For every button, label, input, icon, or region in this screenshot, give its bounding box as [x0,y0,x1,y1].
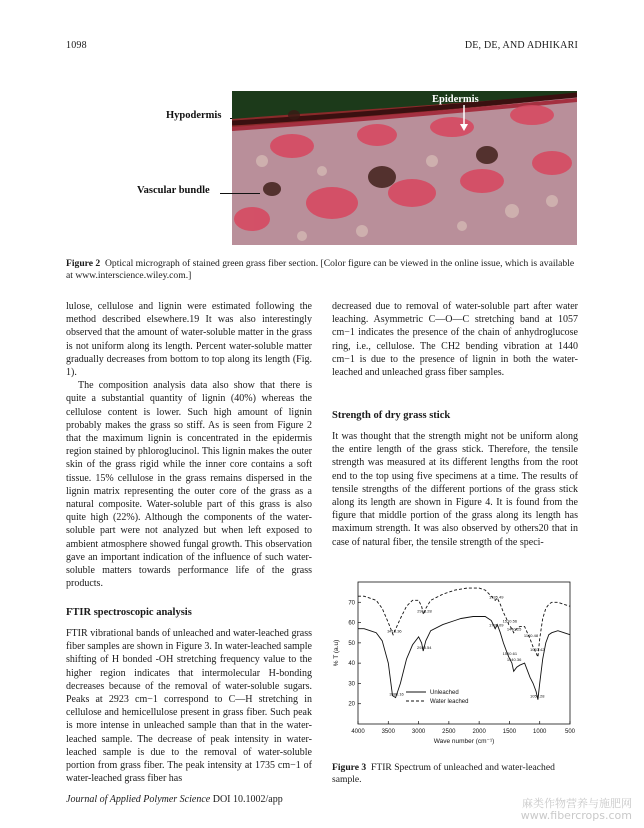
x-tick-label-1: 3500 [381,729,395,735]
y-tick-label-1: 30 [348,681,355,688]
running-title: DE, DE, AND ADHIKARI [464,40,578,51]
page-number: 1098 [66,40,87,51]
ftir-chart-svg [328,574,580,754]
legend-label-1: Water leached [430,699,469,705]
peak-label-10: 1160.48 [523,632,539,638]
right-column-lower [332,430,578,549]
left-column-lower [66,627,312,785]
peak-label-1: 3380.16 [389,691,404,697]
y-tick-label-4: 60 [348,620,355,627]
footer-doi: DOI 10.1002/app [212,794,283,805]
peak-label-2: 2923.54 [417,644,432,650]
peak-label-11: 1057.42 [530,647,545,652]
x-tick-label-4: 2000 [472,729,486,735]
watermark-line1: 麻类作物营养与施肥网 [522,797,632,810]
left-paragraph-3: FTIR vibrational bands of unleached and water-leached grass fiber samples are shown in Figure 3. In water-leached sample shifting of H bonded -OH stretching frequency value to the higher region indicates that intermolecular H-bonding decreases because of the removal of water-soluble sugars. Peaks at 2923 cm−1 correspond to C—H stretching in cellulose and hemicellulose present in grass fiber. Such peak is more intense in unleached sample than that in the water-leached sample. The decrease of peak intensity in water-leached sample is due to the removal of water-soluble portion from grass fiber. The peak intensity at 1735 cm−1 of water-leached grass fiber has [66,628,312,785]
left-paragraph-2: The composition analysis data also show that there is quite a substantial quantity of lignin (40%) whereas the cellulose content is lower. Such high amount of lignin probably makes the grass so stiff. As is seen from Figure 2 that the maximum lignin is concentrated in the epidermis region stained by phloroglucinol. This lignin makes the outer skin of the grass rigid while the inner core contains a soft tissue. 15% cellulose in the grass remains dispersed in the lignin matrix representing the outer core of the grass as a natural composite. Water-soluble part of this grass is also quite high (22%). Although the components of the water-soluble part were not analyzed but when left exposed to ambient atmosphere showed fungal growth. This observation gave an important indication of the influence of such water-soluble matters towards performance life of the grass products. [66,380,312,590]
vascular-bundle-label: Vascular bundle [137,185,210,196]
peak-label-12: 1057.28 [530,693,545,699]
peak-label-5: 1735.09 [488,622,504,628]
left-column [66,300,312,590]
hypodermis-label: Hypodermis [166,110,222,121]
figure3-caption-text: FTIR Spectrum of unleached and water-leached sample. [332,762,555,785]
figure2-caption-label: Figure 2 [66,258,101,269]
y-tick-label-2: 40 [348,661,355,668]
peak-label-4: 1735.49 [488,594,504,600]
figure3-caption [332,762,578,786]
right-paragraph-2: It was thought that the strength might not be uniform along the entire length of the grass stick. Therefore, the tensile strength was measured at its different lengths from the root end to the top using five specimens at a time. The results of tensile strengths of the different portions of the grass stick along its length are shown in Figure 4. It is found from the figure that middle portion of the grass along its length has maximum strength. It was also observed by others20 that in case of natural fiber, the tensile strength of the speci- [332,431,578,548]
x-tick-label-3: 2500 [442,729,456,735]
peak-label-3: 2918.28 [417,608,432,614]
ftir-chart [328,574,580,754]
vascular-leader-line [220,193,260,194]
watermark [521,798,632,822]
watermark-line2: www.fibercrops.com [520,809,632,822]
peak-label-8: 1440.25 [506,626,522,632]
peak-label-9: 1440.36 [506,657,522,663]
left-paragraph-1: lulose, cellulose and lignin were estimated following the method described elsewhere.19 It was also interestingly observed that the amount of water-soluble matter in the grass is not uniform along its length. Percent water-soluble matter gradually decreases from bottom to top along its length (Fig. 1). [66,301,312,379]
x-tick-label-5: 1500 [502,729,517,735]
y-tick-label-5: 70 [348,600,355,607]
x-tick-label-7: 500 [564,729,576,735]
peak-label-7: 1510.61 [502,651,518,657]
x-tick-label-0: 4000 [351,729,365,735]
figure2-caption-text: Optical micrograph of stained green grass fiber section. [Color figure can be viewed in the online issue, which is available at www.interscience.wiley.com.] [66,258,575,281]
micrograph-image [232,91,577,245]
epidermis-label: Epidermis [432,94,479,105]
y-tick-label-3: 50 [348,640,355,647]
y-tick-label-0: 20 [348,701,355,708]
y-axis-label: % T (a.u) [333,639,340,667]
section-heading-ftir: FTIR spectroscopic analysis [66,607,192,618]
footer-journal: Journal of Applied Polymer Science [66,794,211,805]
peak-label-6: 1510.56 [502,618,518,624]
x-tick-label-6: 1000 [533,729,547,735]
peak-label-0: 3415.36 [387,628,402,634]
right-column [332,300,578,379]
legend-label-0: Unleached [430,690,459,696]
figure3-caption-label: Figure 3 [332,762,367,773]
x-tick-label-2: 3000 [411,729,426,735]
x-axis-label: Wave number (cm⁻¹) [433,738,495,745]
footer [66,794,283,805]
right-paragraph-1: decreased due to removal of water-soluble part after water leaching. Asymmetric C—O—C stretching band at 1057 cm−1 indicates the presence of the chain of anhydroglucose ring, i.e., cellulose. The CH2 bending vibration at 1440 cm−1 is due to the presence of lignin in both the water-leached and unleached grass fiber samples. [332,301,578,379]
figure2-caption [66,258,578,282]
section-heading-strength: Strength of dry grass stick [332,410,451,421]
